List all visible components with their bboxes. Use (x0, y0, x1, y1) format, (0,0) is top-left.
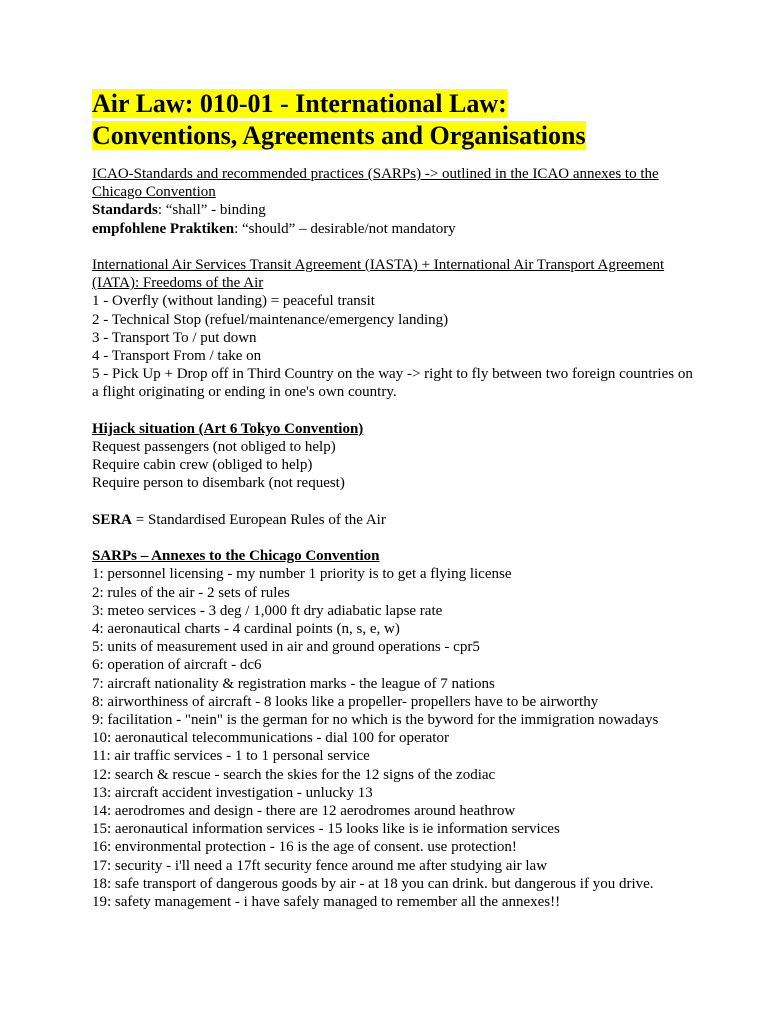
annex-item: 8: airworthiness of aircraft - 8 looks like a propeller- propellers have to be airworthy (92, 693, 599, 710)
practices-term: empfohlene Praktiken (92, 220, 235, 237)
annex-item: 15: aeronautical information services - 15 looks like is ie information services (92, 821, 560, 838)
title-line-2: Conventions, Agreements and Organisations (92, 121, 586, 150)
hijack-item: Require person to disembark (not request) (92, 475, 345, 492)
sera-text: = Standardised European Rules of the Air (132, 511, 386, 528)
annex-item: 18: safe transport of dangerous goods by air - at 18 you can drink. but dangerous if you drive. (92, 875, 654, 892)
annex-item: 4: aeronautical charts - 4 cardinal points (n, s, e, w) (92, 621, 400, 638)
freedom-item: 4 - Transport From / take on (92, 348, 262, 365)
spacer (92, 402, 697, 420)
sera-line (92, 511, 697, 529)
spacer (92, 238, 697, 256)
document-body (92, 165, 697, 911)
practices-text: : “should” – desirable/not mandatory (234, 220, 456, 237)
annex-item: 2: rules of the air - 2 sets of rules (92, 584, 290, 601)
freedom-item: 5 - Pick Up + Drop off in Third Country on the way -> right to fly between two foreign countries on a flight originating or ending in one's own country. (92, 366, 693, 401)
annex-item: 11: air traffic services - 1 to 1 personal service (92, 748, 370, 765)
annex-item: 6: operation of aircraft - dc6 (92, 657, 262, 674)
spacer (92, 493, 697, 511)
annex-item: 14: aerodromes and design - there are 12 aerodromes around heathrow (92, 803, 516, 820)
annex-item: 5: units of measurement used in air and ground operations - cpr5 (92, 639, 480, 656)
annex-item: 1: personnel licensing - my number 1 priority is to get a flying license (92, 566, 512, 583)
freedom-item: 1 - Overfly (without landing) = peaceful transit (92, 293, 375, 310)
hijack-item: Require cabin crew (obliged to help) (92, 457, 313, 474)
annex-item: 19: safety management - i have safely managed to remember all the annexes!! (92, 894, 561, 911)
practices-line (92, 220, 697, 238)
standards-line (92, 201, 697, 219)
sarps-heading: SARPs – Annexes to the Chicago Convention (92, 548, 380, 565)
hijack-heading: Hijack situation (Art 6 Tokyo Convention) (92, 420, 364, 437)
document-title (92, 88, 692, 152)
annex-item: 10: aeronautical telecommunications - dial 100 for operator (92, 730, 449, 747)
annex-item: 12: search & rescue - search the skies for the 12 signs of the zodiac (92, 766, 496, 783)
icao-heading: ICAO-Standards and recommended practices (SARPs) -> outlined in the ICAO annexes to the Chicago Convention (92, 166, 659, 201)
annex-item: 13: aircraft accident investigation - unlucky 13 (92, 784, 373, 801)
annex-item: 16: environmental protection - 16 is the age of consent. use protection! (92, 839, 517, 856)
spacer (92, 529, 697, 547)
freedom-item: 3 - Transport To / put down (92, 329, 257, 346)
annex-item: 17: security - i'll need a 17ft security fence around me after studying air law (92, 857, 548, 874)
sera-term: SERA (92, 511, 133, 528)
standards-text: : “shall” - binding (157, 202, 266, 219)
annex-item: 9: facilitation - "nein" is the german for no which is the byword for the immigration nowadays (92, 712, 659, 729)
title-line-1: Air Law: 010-01 - International Law: (92, 89, 507, 118)
standards-term: Standards (92, 202, 158, 219)
freedom-item: 2 - Technical Stop (refuel/maintenance/emergency landing) (92, 311, 449, 328)
annex-item: 3: meteo services - 3 deg / 1,000 ft dry adiabatic lapse rate (92, 602, 443, 619)
hijack-item: Request passengers (not obliged to help) (92, 439, 336, 456)
annex-item: 7: aircraft nationality & registration marks - the league of 7 nations (92, 675, 495, 692)
iasta-heading: International Air Services Transit Agreement (IASTA) + International Air Transport Agreement (IATA): Freedoms of the Air (92, 257, 665, 292)
